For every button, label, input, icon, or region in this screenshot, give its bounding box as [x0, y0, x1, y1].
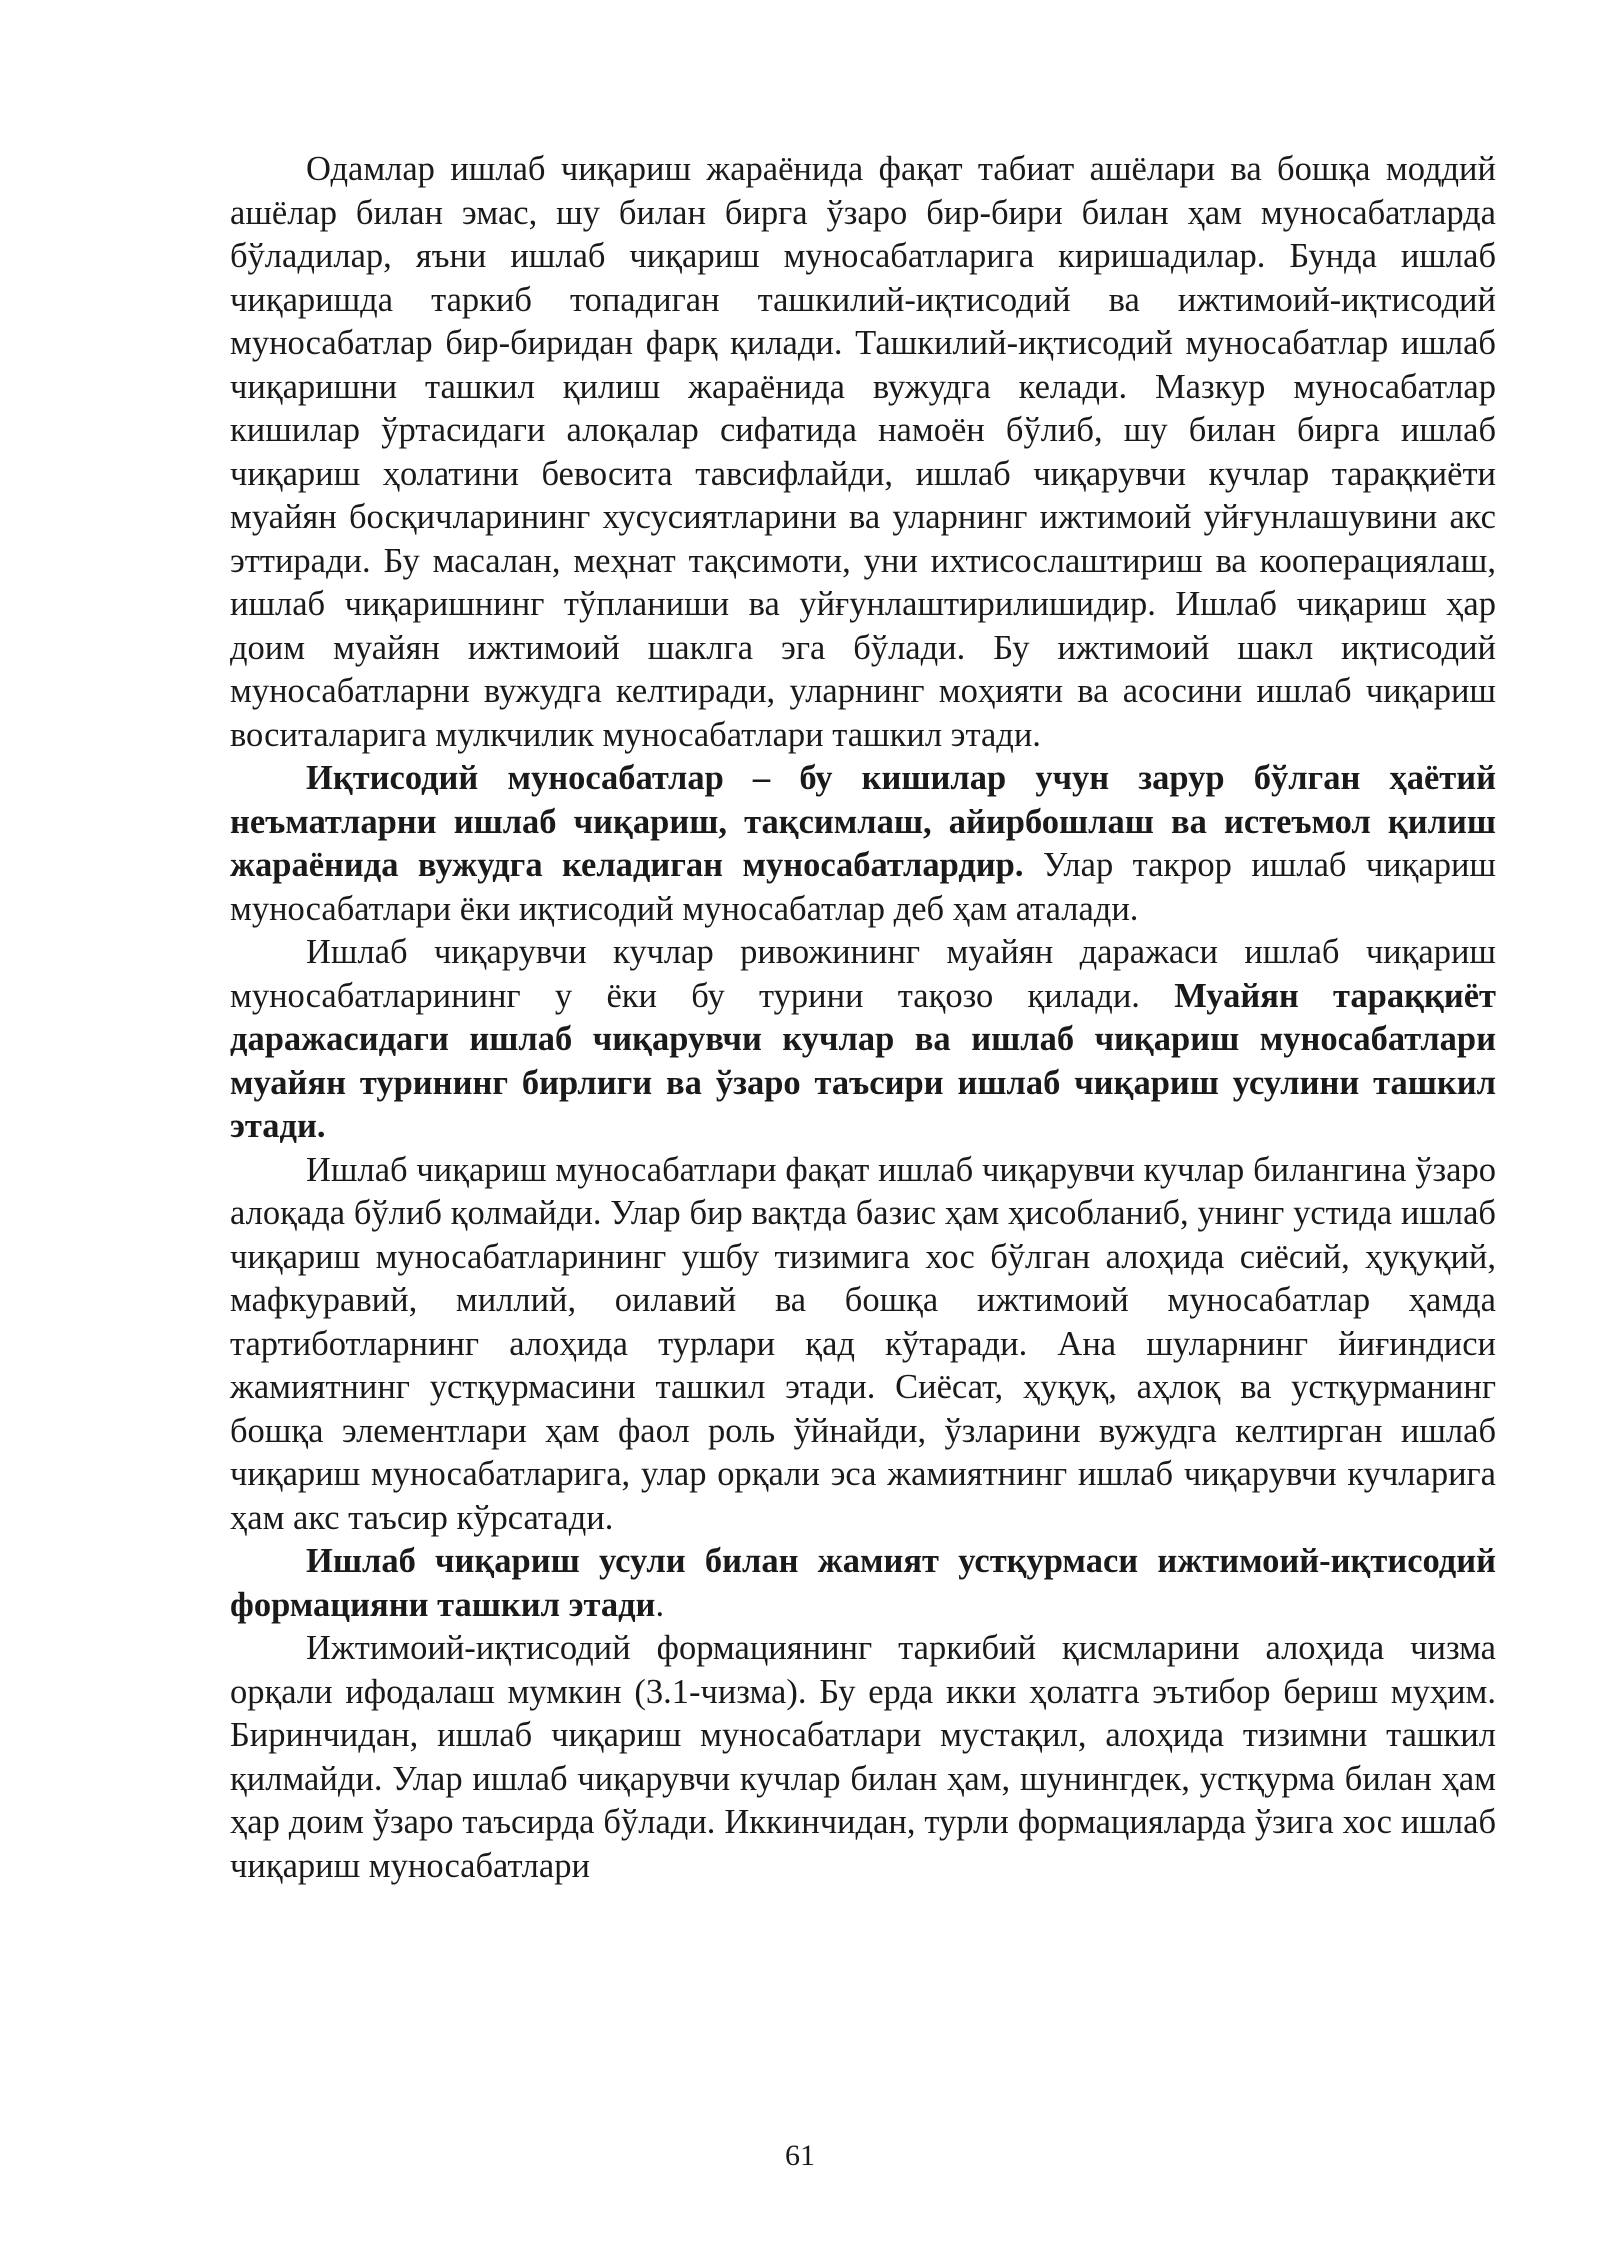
paragraph-6-text: Ижтимоий-иқтисодий формациянинг таркибий қисмларини алоҳида чизма орқали ифодалаш мумкин (3.1-чизма). Бу ерда икки ҳолатга эътибор бериш муҳим. Биринчидан, ишлаб чиқариш муносабатлари мустақил, алоҳида тизимни ташкил қилмайди. Улар ишлаб чиқарувчи кучлар билан ҳам, шунингдек, устқурма билан ҳам ҳар доим ўзаро таъсирда бўлади. Иккинчидан, турли формацияларда ўзига хос ишлаб чиқариш муносабатлари: [230, 1629, 1496, 1885]
paragraph-3: [230, 931, 1496, 1149]
paragraph-3-text: Ишлаб чиқарувчи кучлар ривожининг муайян даражаси ишлаб чиқариш муносабатларининг у ёки бу турини тақозо қилади.: [230, 933, 1496, 1015]
paragraph-1-text: Одамлар ишлаб чиқариш жараёнида фақат табиат ашёлари ва бошқа моддий ашёлар билан эмас, шу билан бирга ўзаро бир-бири билан ҳам муносабатларда бўладилар, яъни ишлаб чиқариш муносабатларига киришадилар. Бунда ишлаб чиқаришда таркиб топадиган ташкилий-иқтисодий ва ижтимоий-иқтисодий муносабатлар бир-биридан фарқ қилади. Ташкилий-иқтисодий муносабатлар ишлаб чиқаришни ташкил қилиш жараёнида вужудга келади. Мазкур муносабатлар кишилар ўртасидаги алоқалар сифатида намоён бўлиб, шу билан бирга ишлаб чиқариш ҳолатини бевосита тавсифлайди, ишлаб чиқарувчи кучлар тараққиёти муайян босқичларининг хусусиятларини ва уларнинг ижтимоий уйғунлашувини акс эттиради. Бу масалан, меҳнат тақсимоти, уни ихтисослаштириш ва кооперациялаш, ишлаб чиқаришнинг тўпланиши ва уйғунлаштирилишидир. Ишлаб чиқариш ҳар доим муайян ижтимоий шаклга эга бўлади. Бу ижтимоий шакл иқтисодий муносабатларни вужудга келтиради, уларнинг моҳияти ва асосини ишлаб чиқариш воситаларига мулкчилик муносабатлари ташкил этади.: [230, 150, 1496, 754]
paragraph-1: [230, 148, 1496, 757]
paragraph-2-text: Улар такрор ишлаб чиқариш муносабатлари ёки иқтисодий муносабатлар деб ҳам аталади.: [230, 846, 1496, 928]
paragraph-4-text: Ишлаб чиқариш муносабатлари фақат ишлаб чиқарувчи кучлар билангина ўзаро алоқада бўлиб қолмайди. Улар бир вақтда базис ҳам ҳисобланиб, унинг устида ишлаб чиқариш муносабатларининг ушбу тизимига хос бўлган алоҳида сиёсий, ҳуқуқий, мафкуравий, миллий, оилавий ва бошқа ижтимоий муносабатлар ҳамда тартиботларнинг алоҳида турлари қад кўтаради. Ана шуларнинг йиғиндиси жамиятнинг устқурмасини ташкил этади. Сиёсат, ҳуқуқ, аҳлоқ ва устқурманинг бошқа элементлари ҳам фаол роль ўйнайди, ўзларини вужудга келтирган ишлаб чиқариш муносабатларига, улар орқали эса жамиятнинг ишлаб чиқарувчи кучларига ҳам акс таъсир кўрсатади.: [230, 1150, 1496, 1537]
paragraph-6: [230, 1627, 1496, 1888]
paragraph-5-definition: Ишлаб чиқариш усули билан жамият устқурмаси ижтимоий-иқтисодий формацияни ташкил этади: [230, 1542, 1496, 1624]
paragraph-2-definition: Иқтисодий муносабатлар – бу кишилар учун зарур бўлган ҳаётий неъматларни ишлаб чиқариш, тақсимлаш, айирбошлаш ва истеъмол қилиш жараёнида вужудга келадиган муносабатлардир.: [230, 759, 1496, 884]
paragraph-3-definition: Муайян тараққиёт даражасидаги ишлаб чиқарувчи кучлар ва ишлаб чиқариш муносабатлари муайян турининг бирлиги ва ўзаро таъсири ишлаб чиқариш усулини ташкил этади.: [230, 976, 1496, 1145]
paragraph-2: [230, 757, 1496, 931]
paragraph-5: [230, 1540, 1496, 1627]
page-body: [230, 148, 1496, 1888]
paragraph-5-period: .: [655, 1585, 665, 1624]
page-number: 61: [785, 2139, 815, 2172]
paragraph-4: [230, 1149, 1496, 1541]
